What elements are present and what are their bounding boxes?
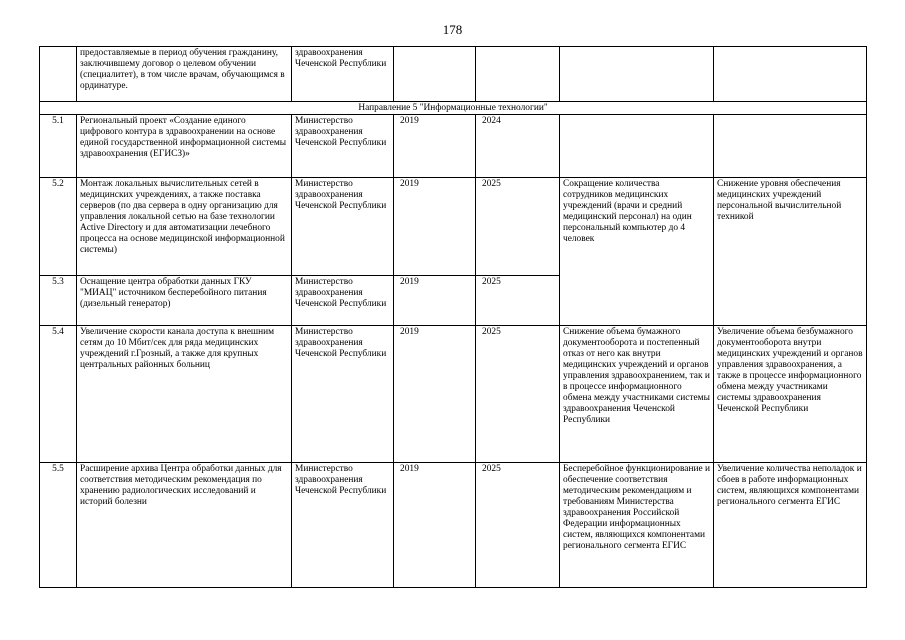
- start-year-cell: 2019: [394, 115, 476, 178]
- executor-cell: Министерство здравоохранения Чеченской Республики: [292, 463, 394, 588]
- end-year-cell: 2024: [476, 115, 560, 178]
- indicator-cell: Увеличение объема безбумажного документооборота внутри медицинских учреждений и органов управления здравоохранения, а также в процессе информационного обмена между участниками системы здравоохранения Чеченской Республики: [714, 326, 867, 463]
- start-year-cell: 2019: [394, 463, 476, 588]
- executor-cell: Министерство здравоохранения Чеченской Республики: [292, 115, 394, 178]
- end-year-cell: [476, 47, 560, 102]
- result-cell: Сокращение количества сотрудников медицинских учреждений (врачи и средний медицинский персонал) на один персональный компьютер до 4 человек: [560, 178, 714, 326]
- table-row: [40, 115, 867, 178]
- start-year-cell: 2019: [394, 276, 476, 326]
- result-cell: Бесперебойное функционирование и обеспечение соответствия методическим рекомендациям и требованиям Министерства здравоохранения Российской Федерации информационных систем, являющихся компонентами регионального сегмента ЕГИС: [560, 463, 714, 588]
- event-cell: Монтаж локальных вычислительных сетей в медицинских учреждениях, а также поставка серверов (по два сервера в одну организацию для управления локальной сетью на базе технологии Active Directory и для автоматизации лечебного процесса на основе медицинской информационной системы): [77, 178, 292, 276]
- section-row: [40, 102, 867, 115]
- end-year-cell: 2025: [476, 326, 560, 463]
- executor-cell: Министерство здравоохранения Чеченской Республики: [292, 326, 394, 463]
- start-year-cell: [394, 47, 476, 102]
- executor-cell: здравоохранения Чеченской Республики: [292, 47, 394, 102]
- table-row: [40, 326, 867, 463]
- event-cell: предоставляемые в период обучения гражданину, заключившему договор о целевом обучении (специалитет), в том числе врачам, обучающимся в ординатуре.: [77, 47, 292, 102]
- row-number: 5.3: [40, 276, 77, 326]
- row-number: 5.4: [40, 326, 77, 463]
- table-row: [40, 463, 867, 588]
- end-year-cell: 2025: [476, 178, 560, 276]
- start-year-cell: 2019: [394, 326, 476, 463]
- end-year-cell: 2025: [476, 276, 560, 326]
- indicator-cell: Увеличение количества неполадок и сбоев в работе информационных систем, являющихся компонентами регионального сегмента ЕГИС: [714, 463, 867, 588]
- event-cell: Оснащение центра обработки данных ГКУ "МИАЦ" источником бесперебойного питания (дизельный генератор): [77, 276, 292, 326]
- section-title: Направление 5 "Информационные технологии": [40, 102, 867, 115]
- table-row: [40, 178, 867, 276]
- row-number: 5.1: [40, 115, 77, 178]
- indicator-cell: Снижение уровня обеспечения медицинских учреждений персональной вычислительной техникой: [714, 178, 867, 326]
- measures-table: [39, 46, 867, 588]
- row-number: 5.2: [40, 178, 77, 276]
- row-number: 5.5: [40, 463, 77, 588]
- page-number: 178: [442, 22, 463, 37]
- event-cell: Расширение архива Центра обработки данных для соответствия методическим рекомендация по хранению радиологических исследований и историй болезни: [77, 463, 292, 588]
- executor-cell: Министерство здравоохранения Чеченской Республики: [292, 276, 394, 326]
- indicator-cell: [714, 47, 867, 102]
- end-year-cell: 2025: [476, 463, 560, 588]
- table-row: [40, 47, 867, 102]
- executor-cell: Министерство здравоохранения Чеченской Республики: [292, 178, 394, 276]
- result-cell: Снижение объема бумажного документооборота и постепенный отказ от него как внутри медицинских учреждений и органов управления здравоохранением, так и в процессе информационного обмена между участниками системы здравоохранения Чеченской Республики: [560, 326, 714, 463]
- event-cell: Увеличение скорости канала доступа к внешним сетям до 10 Мбит/сек для ряда медицинских учреждений г.Грозный, а также для крупных центральных районных больниц: [77, 326, 292, 463]
- result-cell: [560, 47, 714, 102]
- event-cell: Региональный проект «Создание единого цифрового контура в здравоохранении на основе единой государственной информационной системы здравоохранения (ЕГИСЗ)»: [77, 115, 292, 178]
- indicator-cell: [714, 115, 867, 178]
- start-year-cell: 2019: [394, 178, 476, 276]
- row-number: [40, 47, 77, 102]
- result-cell: [560, 115, 714, 178]
